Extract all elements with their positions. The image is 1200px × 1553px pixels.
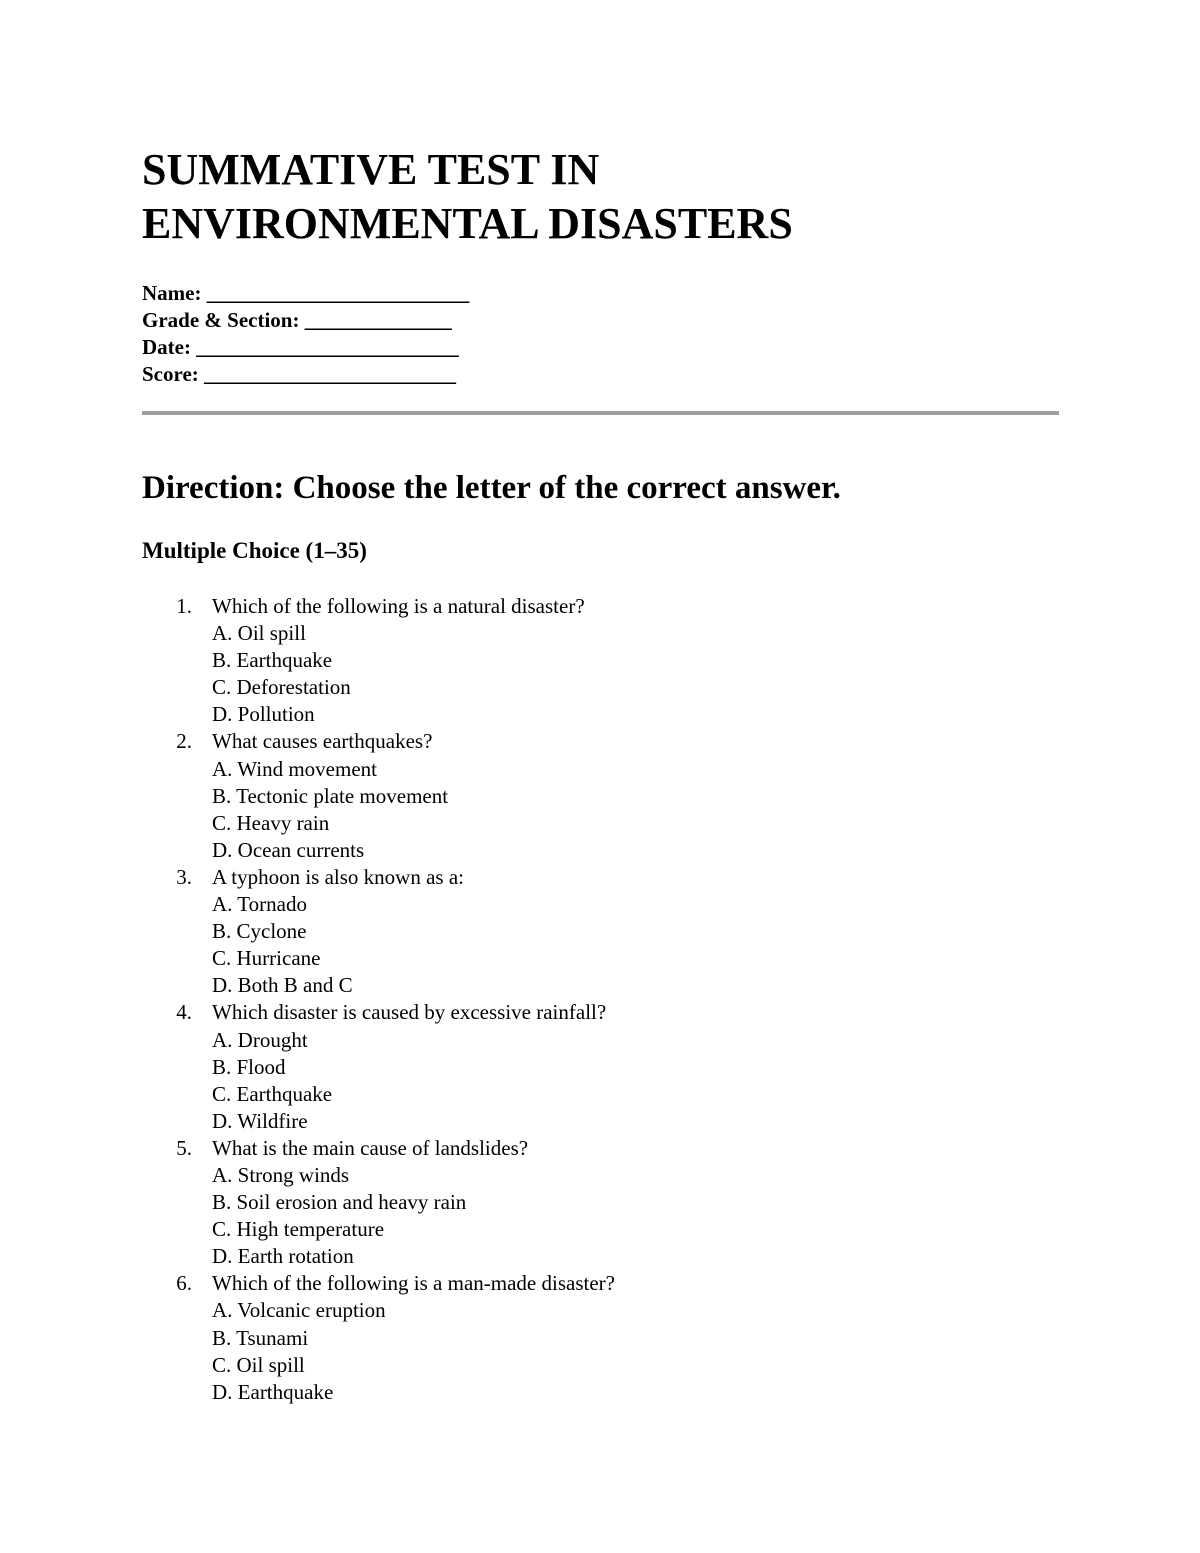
question-item	[142, 864, 615, 999]
choice-a: A. Oil spill	[212, 621, 306, 646]
grade-section-field: Grade & Section: ______________	[142, 308, 452, 332]
choice-b: B. Flood	[212, 1054, 286, 1079]
score-field: Score: ________________________	[142, 362, 457, 386]
section-heading: Multiple Choice (1–35)	[142, 538, 367, 563]
question-text: What causes earthquakes?	[212, 729, 433, 754]
choice-c: C. Deforestation	[212, 675, 351, 700]
choice-a: A. Volcanic eruption	[212, 1298, 386, 1323]
question-text: Which of the following is a man-made disaster?	[212, 1271, 615, 1296]
name-field: Name: _________________________	[142, 281, 470, 305]
page-title	[142, 143, 793, 251]
choice-d: D. Pollution	[212, 702, 315, 727]
question-item	[142, 1135, 615, 1270]
choice-d: D. Wildfire	[212, 1108, 308, 1133]
choice-c: C. Heavy rain	[212, 810, 330, 835]
choice-d: D. Both B and C	[212, 973, 353, 998]
choice-c: C. High temperature	[212, 1217, 385, 1242]
choice-d: D. Earth rotation	[212, 1244, 354, 1269]
question-item	[142, 728, 615, 863]
question-number: 4.	[176, 1000, 192, 1025]
choice-a: A. Wind movement	[212, 756, 377, 781]
choice-d: D. Ocean currents	[212, 837, 365, 862]
date-field: Date: _________________________	[142, 335, 459, 359]
question-item	[142, 593, 615, 728]
question-text: Which disaster is caused by excessive rainfall?	[212, 1000, 607, 1025]
question-list	[142, 593, 615, 1406]
question-text: A typhoon is also known as a:	[212, 864, 464, 889]
question-number: 6.	[176, 1271, 192, 1296]
title-line-2: ENVIRONMENTAL DISASTERS	[142, 199, 793, 248]
horizontal-divider	[142, 411, 1059, 415]
direction-heading: Direction: Choose the letter of the correct answer.	[142, 470, 841, 506]
choice-a: A. Tornado	[212, 892, 307, 917]
choice-d: D. Earthquake	[212, 1379, 334, 1404]
question-item	[142, 999, 615, 1134]
student-info-fields	[142, 280, 469, 388]
choice-b: B. Earthquake	[212, 648, 333, 673]
question-item	[142, 1270, 615, 1405]
choice-c: C. Earthquake	[212, 1081, 333, 1106]
choice-b: B. Soil erosion and heavy rain	[212, 1190, 467, 1215]
choice-b: B. Cyclone	[212, 919, 307, 944]
title-line-1: SUMMATIVE TEST IN	[142, 145, 600, 194]
choice-b: B. Tsunami	[212, 1325, 309, 1350]
choice-c: C. Oil spill	[212, 1352, 305, 1377]
choice-a: A. Drought	[212, 1027, 308, 1052]
question-text: What is the main cause of landslides?	[212, 1135, 529, 1160]
question-number: 5.	[176, 1135, 192, 1160]
question-number: 2.	[176, 729, 192, 754]
question-number: 1.	[176, 594, 192, 618]
choice-a: A. Strong winds	[212, 1162, 350, 1187]
question-text: Which of the following is a natural disaster?	[212, 594, 585, 618]
question-number: 3.	[176, 864, 192, 889]
choice-c: C. Hurricane	[212, 946, 321, 971]
choice-b: B. Tectonic plate movement	[212, 783, 449, 808]
